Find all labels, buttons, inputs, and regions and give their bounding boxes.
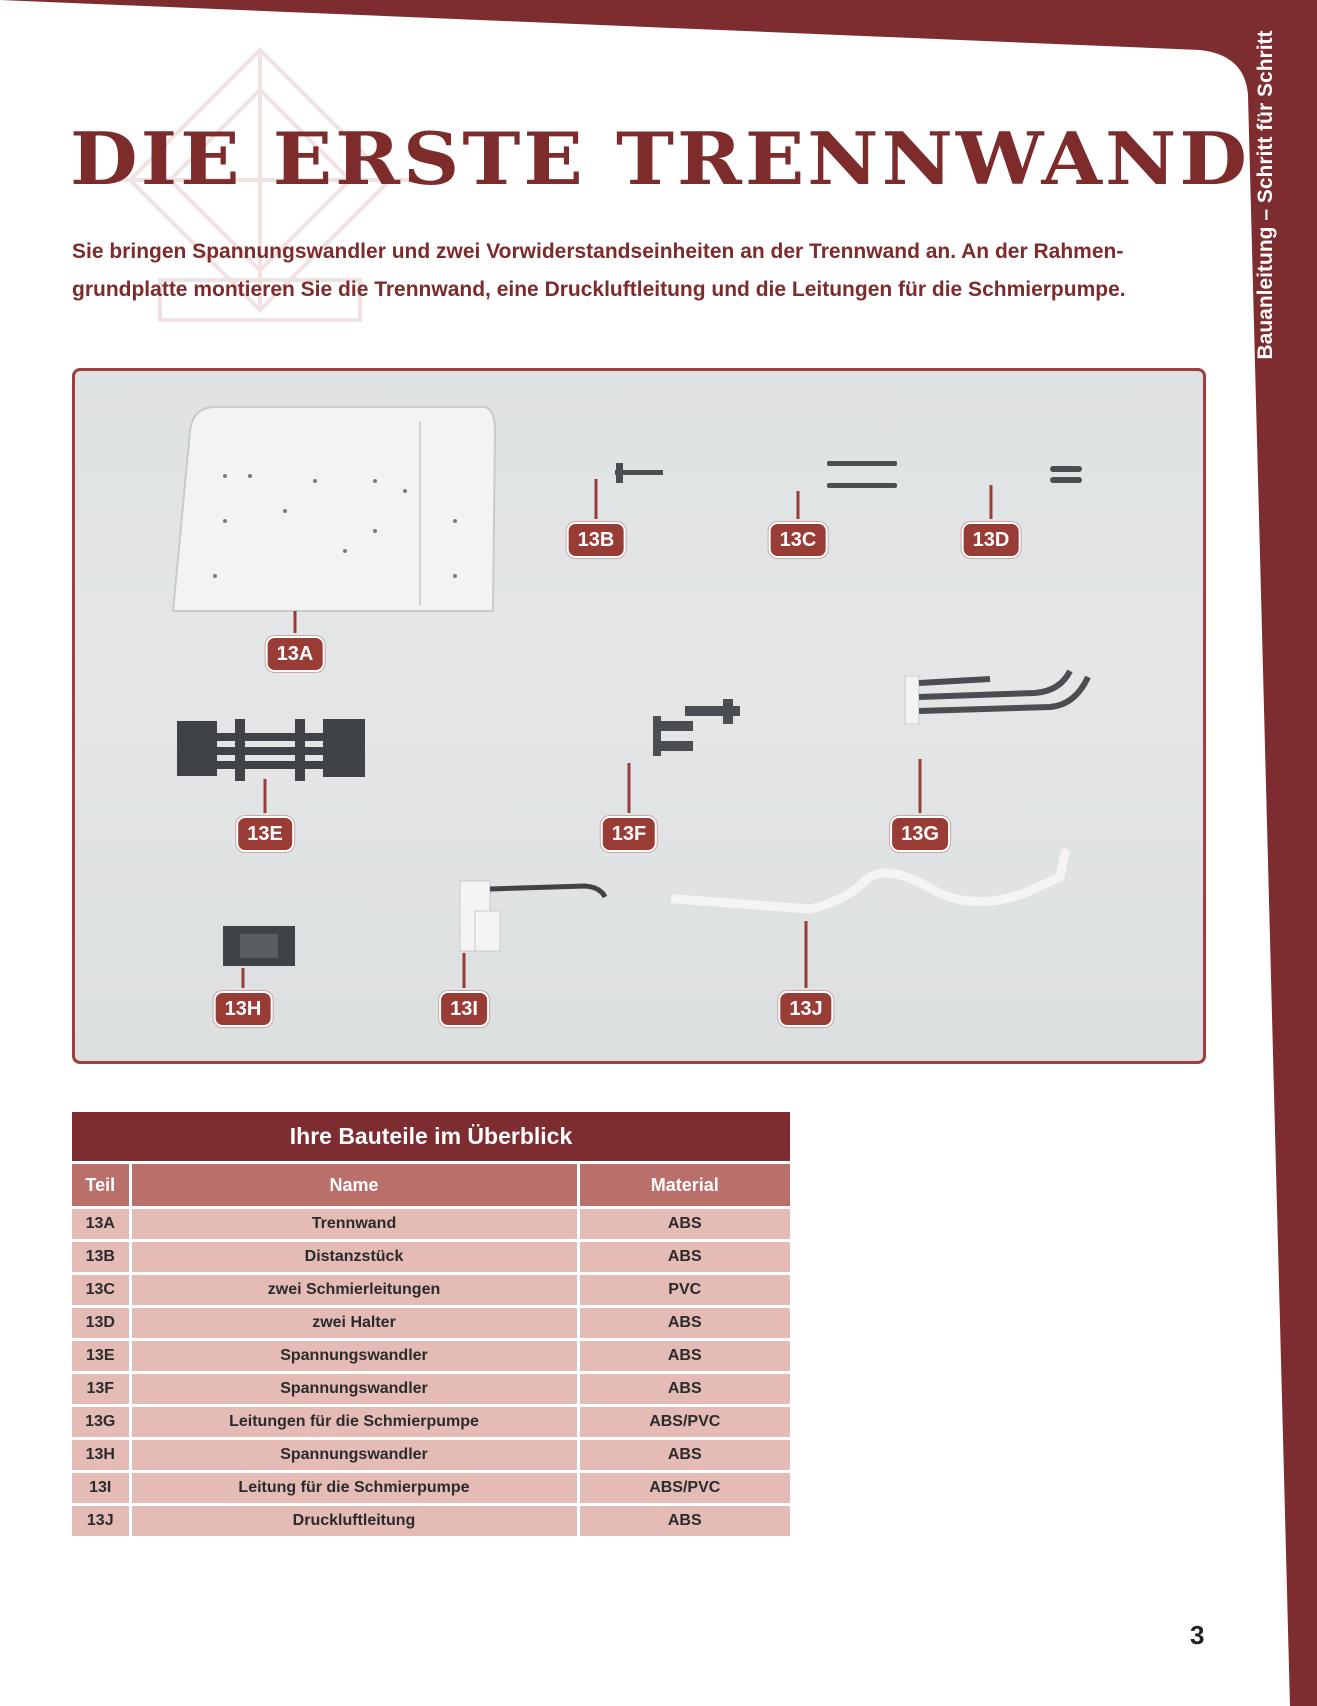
table-row — [72, 1274, 790, 1307]
part-label-13J: 13J — [778, 991, 833, 1027]
part-label-13I: 13I — [439, 991, 489, 1027]
part-label-13F: 13F — [601, 816, 657, 852]
parts-illustration — [75, 371, 1203, 1061]
part-label-13G: 13G — [890, 816, 950, 852]
part-13I-shape — [460, 881, 605, 951]
parts-overview-table — [72, 1112, 790, 1539]
part-id-cell: 13E — [72, 1340, 130, 1373]
part-name-cell: Distanzstück — [130, 1241, 578, 1274]
material-cell: ABS — [578, 1505, 790, 1538]
part-13G-shape — [905, 671, 1088, 724]
part-13C-shape — [827, 461, 897, 466]
part-13A-shape — [173, 407, 495, 611]
table-title: Ihre Bauteile im Überblick — [72, 1112, 790, 1161]
table-row — [72, 1373, 790, 1406]
part-label-13B: 13B — [567, 522, 626, 558]
table-row — [72, 1307, 790, 1340]
part-name-cell: zwei Schmierleitungen — [130, 1274, 578, 1307]
material-cell: ABS/PVC — [578, 1472, 790, 1505]
part-label-13E: 13E — [236, 816, 294, 852]
page-title: DIE ERSTE TRENNWAND — [70, 118, 1250, 202]
part-id-cell: 13A — [72, 1208, 130, 1241]
material-cell: ABS — [578, 1307, 790, 1340]
table-row — [72, 1439, 790, 1472]
part-id-cell: 13B — [72, 1241, 130, 1274]
part-name-cell: Leitung für die Schmierpumpe — [130, 1472, 578, 1505]
material-cell: ABS — [578, 1208, 790, 1241]
part-13F-shape — [653, 699, 740, 756]
part-id-cell: 13F — [72, 1373, 130, 1406]
part-id-cell: 13C — [72, 1274, 130, 1307]
part-name-cell: Spannungswandler — [130, 1340, 578, 1373]
col-header-teil: Teil — [72, 1163, 130, 1208]
part-13D-shape — [1050, 466, 1082, 472]
part-label-13H: 13H — [214, 991, 273, 1027]
part-name-cell: Leitungen für die Schmierpumpe — [130, 1406, 578, 1439]
part-id-cell: 13D — [72, 1307, 130, 1340]
page-number: 3 — [1190, 1620, 1205, 1650]
part-id-cell: 13H — [72, 1439, 130, 1472]
part-id-cell: 13I — [72, 1472, 130, 1505]
part-label-13C: 13C — [769, 522, 828, 558]
material-cell: ABS — [578, 1241, 790, 1274]
table-row — [72, 1505, 790, 1538]
part-name-cell: Spannungswandler — [130, 1439, 578, 1472]
material-cell: ABS/PVC — [578, 1406, 790, 1439]
table-row — [72, 1340, 790, 1373]
intro-text: Sie bringen Spannungswandler und zwei Vorwiderstandseinheiten an der Trennwand an. An der Rahmengrundplatte montieren Sie die Trennwand, eine Druckluftleitung und die Leitungen für die Schmierpumpe. — [72, 240, 1126, 301]
part-name-cell: Spannungswandler — [130, 1373, 578, 1406]
part-label-13D: 13D — [962, 522, 1021, 558]
parts-photo — [72, 368, 1206, 1064]
material-cell: ABS — [578, 1340, 790, 1373]
col-header-material: Material — [578, 1163, 790, 1208]
col-header-name: Name — [130, 1163, 578, 1208]
part-name-cell: Druckluftleitung — [130, 1505, 578, 1538]
part-name-cell: Trennwand — [130, 1208, 578, 1241]
material-cell: ABS — [578, 1439, 790, 1472]
material-cell: PVC — [578, 1274, 790, 1307]
part-13J-shape — [675, 853, 1065, 909]
table-row — [72, 1406, 790, 1439]
part-id-cell: 13J — [72, 1505, 130, 1538]
table-row — [72, 1472, 790, 1505]
table-header-row — [72, 1163, 790, 1208]
part-name-cell: zwei Halter — [130, 1307, 578, 1340]
material-cell: ABS — [578, 1373, 790, 1406]
table-row — [72, 1241, 790, 1274]
part-13E-shape — [177, 719, 365, 781]
side-section-label: Bauanleitung – Schritt für Schritt — [1254, 30, 1277, 360]
part-label-13A: 13A — [266, 636, 325, 672]
part-id-cell: 13G — [72, 1406, 130, 1439]
table-row — [72, 1208, 790, 1241]
